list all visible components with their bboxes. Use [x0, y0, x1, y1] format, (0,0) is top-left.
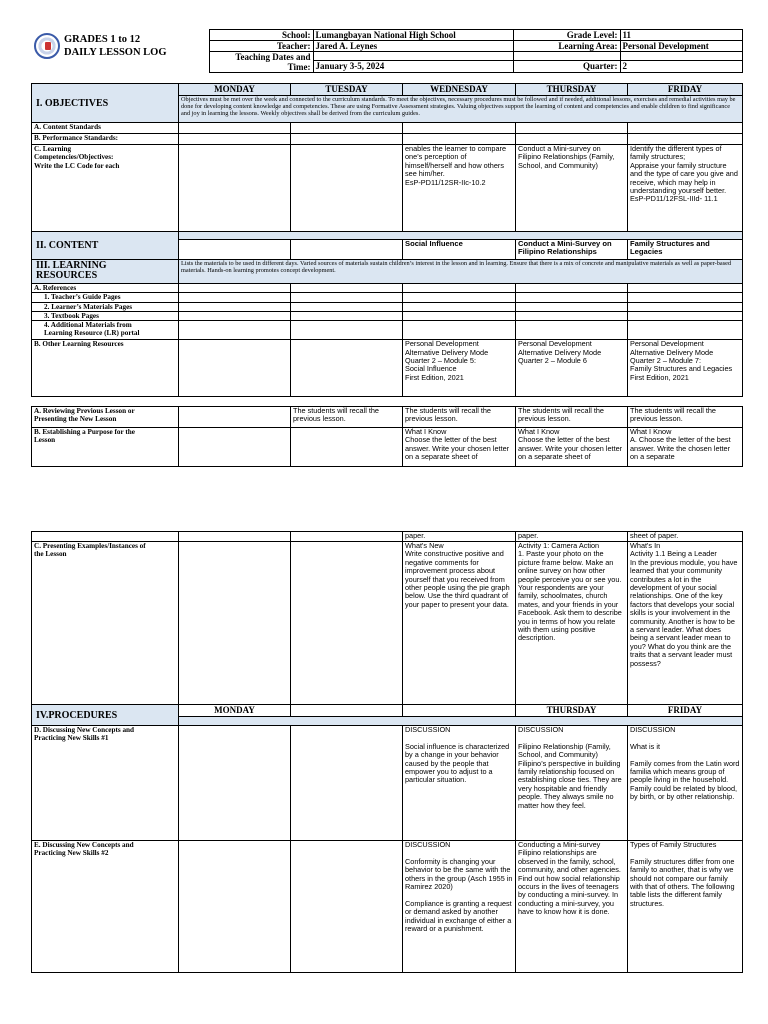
header-info-table [31, 29, 743, 73]
content-heading: II. CONTENT [32, 232, 179, 260]
performance-standards-label: B. Performance Standards: [32, 134, 179, 145]
discussing-1-friday: DISCUSSION What is it Family comes from the Latin word familia which means group of people living in the household. Family could be related by blood, by birth, or by other relationship. [628, 726, 743, 841]
content-standards-label: A. Content Standards [32, 123, 179, 134]
school-value: Lumangbayan National High School [313, 30, 513, 41]
learners-materials-label: 2. Learner’s Materials Pages [32, 302, 179, 311]
resources-wednesday: Personal Development Alternative Delivery Mode Quarter 2 – Module 5: Social Influence First Edition, 2021 [403, 340, 516, 397]
procedures-day-thursday: THURSDAY [516, 705, 628, 717]
presenting-friday: What's In Activity 1.1 Being a Leader In the previous module, you have learned that your community contributes a lot in the development of your social relationships. One of the key factors that develops your social skills is your involvement in the community. Another is how to be a servant leader. What does being a servant leader mean to you? What do you think are the traits that a servant leader must possess? [628, 542, 743, 705]
review-wednesday: The students will recall the previous lesson. [403, 407, 516, 428]
day-thursday: THURSDAY [516, 84, 628, 96]
discussing-2-friday: Types of Family Structures Family structures differ from one family to another, that is why we should not compare our family with that of others. The following table lists the different family structures. [628, 841, 743, 973]
content-thursday: Conduct a Mini-Survey on Filipino Relationships [516, 240, 628, 260]
discussing-1-label: D. Discussing New Concepts and Practicing New Skills #1 [32, 726, 179, 841]
review-thursday: The students will recall the previous lesson. [516, 407, 628, 428]
procedures-heading: IV.PROCEDURES [32, 705, 179, 726]
teachers-guide-label: 1. Teacher’s Guide Pages [32, 293, 179, 302]
content-friday: Family Structures and Legacies [628, 240, 743, 260]
teaching-dates-value: January 3-5, 2024 [313, 61, 513, 73]
lesson-log-table-page1 [31, 83, 743, 397]
objective-friday: Identify the different types of family structures; Appraise your family structure and the type of care you give and receive, which may help in understanding yourself better. EsP-PD11/12FSL-IIId- 11.1 [628, 145, 743, 232]
purpose-cont-friday: sheet of paper. [628, 532, 743, 542]
discussing-1-thursday: DISCUSSION Filipino Relationship (Family, School, and Community) Filipino’s perspective in building family relationship focused on establishing close ties. They are very hospitable and friendly people. They always smile no matter how they feel. [516, 726, 628, 841]
discussing-1-wednesday: DISCUSSION Social influence is characterized by a change in your behavior caused by the people that empower you to adjust to a particular situation. [403, 726, 516, 841]
presenting-thursday: Activity 1: Camera Action 1. Paste your photo on the picture frame below. Make an online survey on how other people perceive you or see you. Your respondents are your family, schoolmates, church mates, and your friends in your Facebook. Ask them to describe you in terms of how you relate with them using positive description. [516, 542, 628, 705]
other-resources-label: B. Other Learning Resources [32, 340, 179, 397]
review-friday: The students will recall the previous lesson. [628, 407, 743, 428]
purpose-wednesday: What I Know Choose the letter of the best answer. Write your chosen letter on a separate sheet of [403, 428, 516, 467]
teacher-value: Jared A. Leynes [313, 41, 513, 52]
references-label: A. References [32, 284, 179, 293]
resources-heading: III. LEARNING RESOURCES [32, 260, 179, 284]
grade-level-value: 11 [620, 30, 742, 41]
day-monday: MONDAY [179, 84, 291, 96]
quarter-label: Quarter: [513, 61, 620, 73]
teaching-dates-label: Teaching Dates and Time: [209, 52, 313, 73]
presenting-examples-label: C. Presenting Examples/Instances of the Lesson [32, 542, 179, 705]
lesson-log-table-page2 [31, 531, 743, 973]
objective-thursday: Conduct a Mini-survey on Filipino Relationships (Family, School, and Community) [516, 145, 628, 232]
textbook-pages-label: 3. Textbook Pages [32, 311, 179, 320]
form-title-line2: DAILY LESSON LOG [64, 47, 167, 58]
teacher-label: Teacher: [209, 41, 313, 52]
resources-friday: Personal Development Alternative Delivery Mode Quarter 2 – Module 7: Family Structures and Legacies First Edition, 2021 [628, 340, 743, 397]
day-wednesday: WEDNESDAY [403, 84, 516, 96]
quarter-value: 2 [620, 61, 742, 73]
review-label: A. Reviewing Previous Lesson or Presenting the New Lesson [32, 407, 179, 428]
procedures-table-page1 [31, 406, 743, 467]
grade-level-label: Grade Level: [513, 30, 620, 41]
purpose-thursday: What I Know Choose the letter of the best answer. Write your chosen letter on a separate sheet of [516, 428, 628, 467]
learning-area-label: Learning Area: [513, 41, 620, 52]
learning-competencies-label: C. Learning Competencies/Objectives: Write the LC Code for each [32, 145, 179, 232]
procedures-day-friday: FRIDAY [628, 705, 743, 717]
form-title-line1: GRADES 1 to 12 [64, 34, 141, 45]
discussing-2-wednesday: DISCUSSION Conformity is changing your behavior to be the same with the others in the group (Asch 1955 in Ramirez 2020) Compliance is granting a request or demand asked by another individual in exchange of either a reward or a punishment. [403, 841, 516, 973]
purpose-cont-wednesday: paper. [403, 532, 516, 542]
school-label: School: [209, 30, 313, 41]
objective-wednesday: enables the learner to compare one’s perception of himself/herself and how others see him/her. EsP-PD11/12SR-IIc-10.2 [403, 145, 516, 232]
procedures-day-monday: MONDAY [179, 705, 291, 717]
resources-thursday: Personal Development Alternative Delivery Mode Quarter 2 – Module 6 [516, 340, 628, 397]
purpose-label: B. Establishing a Purpose for the Lesson [32, 428, 179, 467]
resources-note: Lists the materials to be used in different days. Varied sources of materials sustain children’s interest in the lesson and in learning. Ensure that there is a mix of concrete and manipulative materials as well as paper-based materials. Hands-on learning promotes concept development. [179, 260, 743, 284]
discussing-2-thursday: Conducting a Mini-survey Filipino relationships are observed in the family, school, community, and other agencies. Find out how social relationship occurs in the lives of teenagers by conducting a mini-survey. In conducting a mini-survey, you have to know how it is done. [516, 841, 628, 973]
purpose-friday: What I Know A. Choose the letter of the best answer. Write the chosen letter on a separate [628, 428, 743, 467]
objectives-note: Objectives must be met over the week and connected to the curriculum standards. To meet the objectives, necessary procedures must be followed and if needed, additional lessons, exercises and remedial activities may be done for developing content knowledge and competencies. These are using Formative Assessment strategies. Valuing objectives support the learning of content and competencies and enable children to find significance and joy in learning the lessons. Weekly objectives shall be derived from the curriculum guides. [179, 96, 743, 123]
presenting-wednesday: What's New Write constructive positive and negative comments for improvement process about yourself that you received from other people using the pie graph below. Use the third quadrant of your paper to present your data. [403, 542, 516, 705]
purpose-cont-thursday: paper. [516, 532, 628, 542]
additional-materials-label: 4. Additional Materials from Learning Resource (LR) portal [32, 321, 179, 340]
review-tuesday: The students will recall the previous lesson. [291, 407, 403, 428]
day-tuesday: TUESDAY [291, 84, 403, 96]
learning-area-value: Personal Development [620, 41, 742, 52]
objectives-heading: I. OBJECTIVES [32, 84, 179, 123]
discussing-2-label: E. Discussing New Concepts and Practicing New Skills #2 [32, 841, 179, 973]
content-wednesday: Social Influence [403, 240, 516, 260]
day-friday: FRIDAY [628, 84, 743, 96]
